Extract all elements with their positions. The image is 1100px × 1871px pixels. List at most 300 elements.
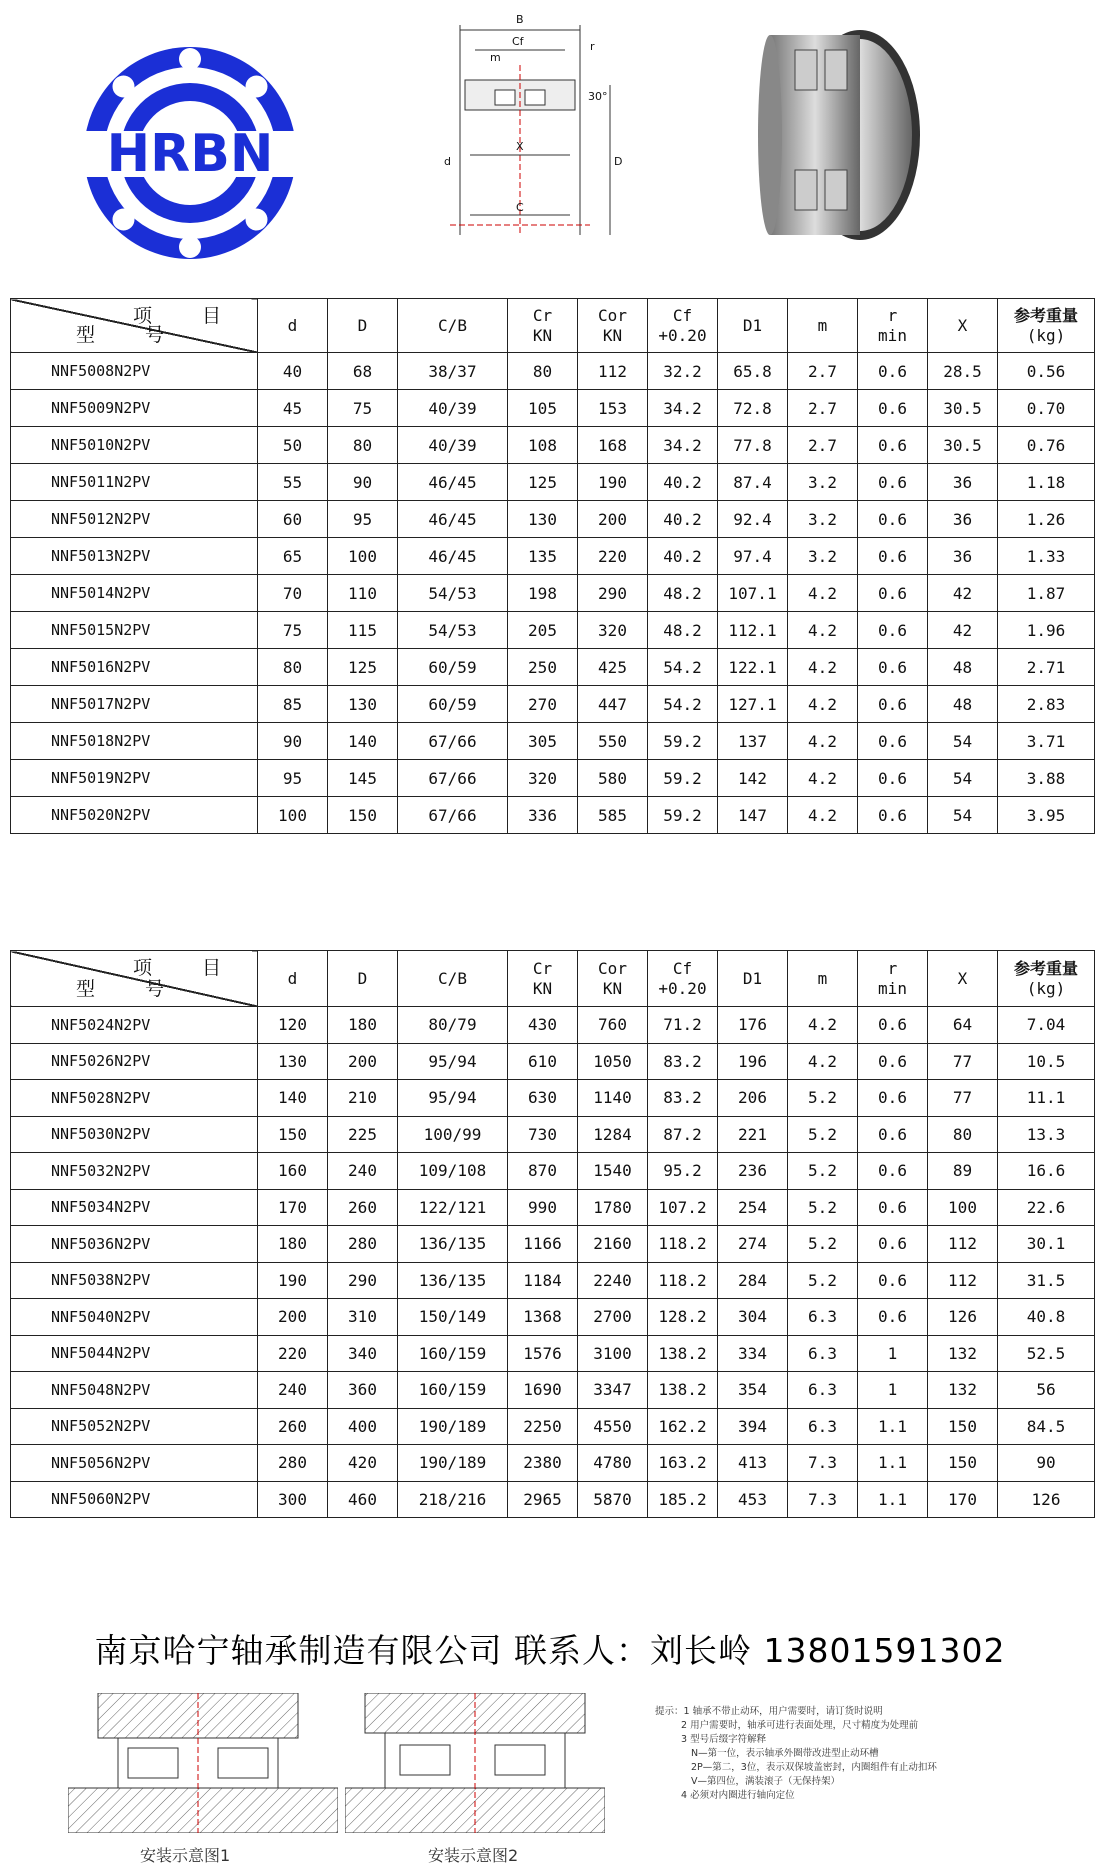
value-cell: 354 xyxy=(718,1372,788,1409)
value-cell: 5870 xyxy=(578,1481,648,1518)
value-cell: 83.2 xyxy=(648,1043,718,1080)
value-cell: 0.6 xyxy=(858,760,928,797)
col-x: X xyxy=(928,951,998,1007)
value-cell: 1.26 xyxy=(998,501,1095,538)
value-cell: 400 xyxy=(328,1408,398,1445)
value-cell: 140 xyxy=(258,1080,328,1117)
value-cell: 115 xyxy=(328,612,398,649)
value-cell: 4.2 xyxy=(788,575,858,612)
value-cell: 0.6 xyxy=(858,427,928,464)
value-cell: 83.2 xyxy=(648,1080,718,1117)
table-row xyxy=(11,1335,1095,1372)
value-cell: 36 xyxy=(928,464,998,501)
value-cell: 40 xyxy=(258,353,328,390)
table-row xyxy=(11,1262,1095,1299)
value-cell: 80 xyxy=(328,427,398,464)
value-cell: 130 xyxy=(328,686,398,723)
value-cell: 150 xyxy=(928,1408,998,1445)
value-cell: 95/94 xyxy=(398,1043,508,1080)
value-cell: 90 xyxy=(328,464,398,501)
value-cell: 90 xyxy=(258,723,328,760)
value-cell: 190/189 xyxy=(398,1445,508,1482)
value-cell: 990 xyxy=(508,1189,578,1226)
value-cell: 40/39 xyxy=(398,390,508,427)
value-cell: 32.2 xyxy=(648,353,718,390)
value-cell: 5.2 xyxy=(788,1262,858,1299)
table-row xyxy=(11,1043,1095,1080)
value-cell: 36 xyxy=(928,501,998,538)
value-cell: 65.8 xyxy=(718,353,788,390)
value-cell: 68 xyxy=(328,353,398,390)
value-cell: 162.2 xyxy=(648,1408,718,1445)
value-cell: 160/159 xyxy=(398,1372,508,1409)
value-cell: 112 xyxy=(578,353,648,390)
spec-table-1 xyxy=(10,298,1095,834)
value-cell: 72.8 xyxy=(718,390,788,427)
table-row xyxy=(11,686,1095,723)
model-cell: NNF5009N2PV xyxy=(11,390,258,427)
value-cell: 1.1 xyxy=(858,1408,928,1445)
model-cell: NNF5052N2PV xyxy=(11,1408,258,1445)
value-cell: 220 xyxy=(258,1335,328,1372)
note-line: V—第四位，满装滚子（无保持架） xyxy=(691,1776,840,1787)
table-row xyxy=(11,1481,1095,1518)
value-cell: 54 xyxy=(928,797,998,834)
svg-text:r: r xyxy=(590,40,595,53)
value-cell: 100 xyxy=(328,538,398,575)
value-cell: 225 xyxy=(328,1116,398,1153)
value-cell: 130 xyxy=(508,501,578,538)
value-cell: 54 xyxy=(928,760,998,797)
svg-text:X: X xyxy=(516,140,524,153)
value-cell: 90 xyxy=(998,1445,1095,1482)
value-cell: 89 xyxy=(928,1153,998,1190)
value-cell: 54.2 xyxy=(648,686,718,723)
value-cell: 4.2 xyxy=(788,1007,858,1044)
col-cor: Cor KN xyxy=(578,299,648,353)
value-cell: 132 xyxy=(928,1372,998,1409)
header-diagonal-cell: 项 目 型 号 xyxy=(11,299,258,353)
col-d1: D1 xyxy=(718,951,788,1007)
value-cell: 5.2 xyxy=(788,1189,858,1226)
value-cell: 2.7 xyxy=(788,427,858,464)
col-r: r min xyxy=(858,951,928,1007)
value-cell: 254 xyxy=(718,1189,788,1226)
value-cell: 1780 xyxy=(578,1189,648,1226)
value-cell: 48.2 xyxy=(648,575,718,612)
value-cell: 360 xyxy=(328,1372,398,1409)
col-cf: Cf +0.20 xyxy=(648,299,718,353)
value-cell: 5.2 xyxy=(788,1080,858,1117)
value-cell: 240 xyxy=(328,1153,398,1190)
value-cell: 5.2 xyxy=(788,1153,858,1190)
col-cf: Cf +0.20 xyxy=(648,951,718,1007)
value-cell: 109/108 xyxy=(398,1153,508,1190)
value-cell: 270 xyxy=(508,686,578,723)
value-cell: 430 xyxy=(508,1007,578,1044)
value-cell: 142 xyxy=(718,760,788,797)
value-cell: 45 xyxy=(258,390,328,427)
value-cell: 108 xyxy=(508,427,578,464)
value-cell: 310 xyxy=(328,1299,398,1336)
value-cell: 0.6 xyxy=(858,612,928,649)
value-cell: 128.2 xyxy=(648,1299,718,1336)
model-cell: NNF5026N2PV xyxy=(11,1043,258,1080)
col-D: D xyxy=(328,299,398,353)
value-cell: 2700 xyxy=(578,1299,648,1336)
value-cell: 67/66 xyxy=(398,797,508,834)
value-cell: 200 xyxy=(578,501,648,538)
value-cell: 97.4 xyxy=(718,538,788,575)
value-cell: 290 xyxy=(328,1262,398,1299)
table-row xyxy=(11,1445,1095,1482)
model-cell: NNF5019N2PV xyxy=(11,760,258,797)
value-cell: 75 xyxy=(258,612,328,649)
value-cell: 11.1 xyxy=(998,1080,1095,1117)
value-cell: 46/45 xyxy=(398,501,508,538)
col-d: d xyxy=(258,299,328,353)
value-cell: 67/66 xyxy=(398,723,508,760)
value-cell: 4550 xyxy=(578,1408,648,1445)
model-cell: NNF5010N2PV xyxy=(11,427,258,464)
svg-text:m: m xyxy=(490,51,501,64)
svg-text:D: D xyxy=(614,155,623,168)
value-cell: 4.2 xyxy=(788,760,858,797)
value-cell: 95/94 xyxy=(398,1080,508,1117)
value-cell: 40.2 xyxy=(648,501,718,538)
value-cell: 36 xyxy=(928,538,998,575)
value-cell: 3.2 xyxy=(788,501,858,538)
table-row xyxy=(11,427,1095,464)
model-cell: NNF5008N2PV xyxy=(11,353,258,390)
value-cell: 7.3 xyxy=(788,1481,858,1518)
value-cell: 125 xyxy=(328,649,398,686)
table-row xyxy=(11,575,1095,612)
value-cell: 40.8 xyxy=(998,1299,1095,1336)
value-cell: 48.2 xyxy=(648,612,718,649)
value-cell: 3.2 xyxy=(788,464,858,501)
table-row xyxy=(11,501,1095,538)
table-row xyxy=(11,1116,1095,1153)
value-cell: 1576 xyxy=(508,1335,578,1372)
value-cell: 6.3 xyxy=(788,1372,858,1409)
col-cr: Cr KN xyxy=(508,951,578,1007)
model-cell: NNF5028N2PV xyxy=(11,1080,258,1117)
value-cell: 3.2 xyxy=(788,538,858,575)
value-cell: 2.7 xyxy=(788,390,858,427)
value-cell: 75 xyxy=(328,390,398,427)
installation-caption-2: 安装示意图2 xyxy=(428,1846,519,1865)
value-cell: 1690 xyxy=(508,1372,578,1409)
model-cell: NNF5014N2PV xyxy=(11,575,258,612)
value-cell: 0.6 xyxy=(858,1299,928,1336)
value-cell: 136/135 xyxy=(398,1226,508,1263)
value-cell: 54/53 xyxy=(398,575,508,612)
value-cell: 30.5 xyxy=(928,427,998,464)
value-cell: 38/37 xyxy=(398,353,508,390)
value-cell: 420 xyxy=(328,1445,398,1482)
value-cell: 205 xyxy=(508,612,578,649)
notes-block xyxy=(655,1705,1095,1803)
value-cell: 1540 xyxy=(578,1153,648,1190)
value-cell: 59.2 xyxy=(648,760,718,797)
value-cell: 126 xyxy=(928,1299,998,1336)
installation-diagram-1 xyxy=(68,1693,338,1833)
value-cell: 40.2 xyxy=(648,464,718,501)
value-cell: 122.1 xyxy=(718,649,788,686)
value-cell: 60/59 xyxy=(398,649,508,686)
value-cell: 0.6 xyxy=(858,1153,928,1190)
value-cell: 64 xyxy=(928,1007,998,1044)
value-cell: 87.4 xyxy=(718,464,788,501)
value-cell: 340 xyxy=(328,1335,398,1372)
value-cell: 52.5 xyxy=(998,1335,1095,1372)
value-cell: 4.2 xyxy=(788,686,858,723)
bearing-section-drawing xyxy=(440,5,680,245)
value-cell: 200 xyxy=(258,1299,328,1336)
value-cell: 54 xyxy=(928,723,998,760)
value-cell: 240 xyxy=(258,1372,328,1409)
value-cell: 585 xyxy=(578,797,648,834)
value-cell: 138.2 xyxy=(648,1372,718,1409)
value-cell: 150 xyxy=(928,1445,998,1482)
value-cell: 0.6 xyxy=(858,723,928,760)
value-cell: 40/39 xyxy=(398,427,508,464)
value-cell: 170 xyxy=(258,1189,328,1226)
value-cell: 425 xyxy=(578,649,648,686)
model-cell: NNF5012N2PV xyxy=(11,501,258,538)
col-weight: 参考重量 (kg) xyxy=(998,299,1095,353)
value-cell: 198 xyxy=(508,575,578,612)
table-row xyxy=(11,797,1095,834)
value-cell: 0.6 xyxy=(858,1043,928,1080)
model-cell: NNF5044N2PV xyxy=(11,1335,258,1372)
value-cell: 4780 xyxy=(578,1445,648,1482)
value-cell: 190/189 xyxy=(398,1408,508,1445)
value-cell: 56 xyxy=(998,1372,1095,1409)
model-cell: NNF5016N2PV xyxy=(11,649,258,686)
value-cell: 0.6 xyxy=(858,538,928,575)
value-cell: 580 xyxy=(578,760,648,797)
value-cell: 0.56 xyxy=(998,353,1095,390)
value-cell: 54/53 xyxy=(398,612,508,649)
value-cell: 31.5 xyxy=(998,1262,1095,1299)
value-cell: 1 xyxy=(858,1372,928,1409)
value-cell: 280 xyxy=(258,1445,328,1482)
value-cell: 190 xyxy=(258,1262,328,1299)
svg-text:d: d xyxy=(444,155,451,168)
value-cell: 2.7 xyxy=(788,353,858,390)
value-cell: 2.71 xyxy=(998,649,1095,686)
col-cr: Cr KN xyxy=(508,299,578,353)
value-cell: 1.1 xyxy=(858,1481,928,1518)
value-cell: 80 xyxy=(928,1116,998,1153)
installation-caption-1: 安装示意图1 xyxy=(140,1846,231,1865)
table-row xyxy=(11,612,1095,649)
model-cell: NNF5011N2PV xyxy=(11,464,258,501)
table-row xyxy=(11,1226,1095,1263)
value-cell: 107.2 xyxy=(648,1189,718,1226)
note-line: 4 必须对内圈进行轴向定位 xyxy=(681,1790,795,1801)
value-cell: 236 xyxy=(718,1153,788,1190)
table-row xyxy=(11,1189,1095,1226)
value-cell: 46/45 xyxy=(398,464,508,501)
hrbn-logo xyxy=(75,38,305,268)
value-cell: 77 xyxy=(928,1080,998,1117)
value-cell: 453 xyxy=(718,1481,788,1518)
value-cell: 220 xyxy=(578,538,648,575)
value-cell: 0.6 xyxy=(858,1007,928,1044)
value-cell: 118.2 xyxy=(648,1226,718,1263)
value-cell: 4.2 xyxy=(788,723,858,760)
value-cell: 2160 xyxy=(578,1226,648,1263)
value-cell: 190 xyxy=(578,464,648,501)
value-cell: 137 xyxy=(718,723,788,760)
value-cell: 760 xyxy=(578,1007,648,1044)
value-cell: 1 xyxy=(858,1335,928,1372)
col-cb: C/B xyxy=(398,951,508,1007)
svg-text:B: B xyxy=(516,13,524,26)
value-cell: 120 xyxy=(258,1007,328,1044)
value-cell: 126 xyxy=(998,1481,1095,1518)
value-cell: 0.76 xyxy=(998,427,1095,464)
value-cell: 95 xyxy=(258,760,328,797)
value-cell: 210 xyxy=(328,1080,398,1117)
value-cell: 176 xyxy=(718,1007,788,1044)
value-cell: 122/121 xyxy=(398,1189,508,1226)
table-row xyxy=(11,464,1095,501)
value-cell: 50 xyxy=(258,427,328,464)
table-row xyxy=(11,760,1095,797)
value-cell: 153 xyxy=(578,390,648,427)
model-cell: NNF5038N2PV xyxy=(11,1262,258,1299)
value-cell: 5.2 xyxy=(788,1116,858,1153)
value-cell: 136/135 xyxy=(398,1262,508,1299)
model-cell: NNF5024N2PV xyxy=(11,1007,258,1044)
value-cell: 160 xyxy=(258,1153,328,1190)
value-cell: 221 xyxy=(718,1116,788,1153)
value-cell: 3.71 xyxy=(998,723,1095,760)
value-cell: 125 xyxy=(508,464,578,501)
value-cell: 1.18 xyxy=(998,464,1095,501)
value-cell: 112 xyxy=(928,1262,998,1299)
value-cell: 413 xyxy=(718,1445,788,1482)
value-cell: 95.2 xyxy=(648,1153,718,1190)
value-cell: 48 xyxy=(928,686,998,723)
value-cell: 145 xyxy=(328,760,398,797)
value-cell: 150 xyxy=(258,1116,328,1153)
value-cell: 305 xyxy=(508,723,578,760)
value-cell: 60/59 xyxy=(398,686,508,723)
value-cell: 460 xyxy=(328,1481,398,1518)
value-cell: 42 xyxy=(928,612,998,649)
model-cell: NNF5013N2PV xyxy=(11,538,258,575)
value-cell: 6.3 xyxy=(788,1408,858,1445)
value-cell: 3100 xyxy=(578,1335,648,1372)
spec-table-1-body xyxy=(11,353,1095,834)
value-cell: 100/99 xyxy=(398,1116,508,1153)
value-cell: 112 xyxy=(928,1226,998,1263)
value-cell: 147 xyxy=(718,797,788,834)
value-cell: 260 xyxy=(328,1189,398,1226)
installation-diagram-2 xyxy=(345,1693,605,1833)
value-cell: 60 xyxy=(258,501,328,538)
table-row xyxy=(11,1408,1095,1445)
note-line: 2P—第二，3位，表示双保坡盖密封，内圈组件有止动扣环 xyxy=(691,1762,937,1773)
logo-wordmark: HRBN xyxy=(106,124,274,184)
value-cell: 13.3 xyxy=(998,1116,1095,1153)
value-cell: 1184 xyxy=(508,1262,578,1299)
value-cell: 1050 xyxy=(578,1043,648,1080)
value-cell: 610 xyxy=(508,1043,578,1080)
value-cell: 550 xyxy=(578,723,648,760)
value-cell: 250 xyxy=(508,649,578,686)
value-cell: 84.5 xyxy=(998,1408,1095,1445)
value-cell: 46/45 xyxy=(398,538,508,575)
value-cell: 130 xyxy=(258,1043,328,1080)
value-cell: 80/79 xyxy=(398,1007,508,1044)
value-cell: 0.6 xyxy=(858,353,928,390)
value-cell: 71.2 xyxy=(648,1007,718,1044)
value-cell: 7.3 xyxy=(788,1445,858,1482)
value-cell: 7.04 xyxy=(998,1007,1095,1044)
model-cell: NNF5056N2PV xyxy=(11,1445,258,1482)
value-cell: 0.6 xyxy=(858,501,928,538)
model-cell: NNF5020N2PV xyxy=(11,797,258,834)
table-row xyxy=(11,390,1095,427)
value-cell: 30.1 xyxy=(998,1226,1095,1263)
value-cell: 180 xyxy=(258,1226,328,1263)
model-cell: NNF5060N2PV xyxy=(11,1481,258,1518)
model-cell: NNF5015N2PV xyxy=(11,612,258,649)
value-cell: 4.2 xyxy=(788,797,858,834)
value-cell: 0.6 xyxy=(858,464,928,501)
col-d: d xyxy=(258,951,328,1007)
value-cell: 107.1 xyxy=(718,575,788,612)
value-cell: 34.2 xyxy=(648,390,718,427)
value-cell: 170 xyxy=(928,1481,998,1518)
note-line: 3 型号后缀字符解释 xyxy=(681,1734,767,1745)
value-cell: 150/149 xyxy=(398,1299,508,1336)
value-cell: 1.87 xyxy=(998,575,1095,612)
value-cell: 4.2 xyxy=(788,649,858,686)
value-cell: 0.6 xyxy=(858,1116,928,1153)
value-cell: 185.2 xyxy=(648,1481,718,1518)
model-cell: NNF5018N2PV xyxy=(11,723,258,760)
value-cell: 80 xyxy=(508,353,578,390)
value-cell: 34.2 xyxy=(648,427,718,464)
value-cell: 48 xyxy=(928,649,998,686)
value-cell: 2380 xyxy=(508,1445,578,1482)
value-cell: 105 xyxy=(508,390,578,427)
table-row xyxy=(11,1299,1095,1336)
value-cell: 127.1 xyxy=(718,686,788,723)
value-cell: 218/216 xyxy=(398,1481,508,1518)
value-cell: 95 xyxy=(328,501,398,538)
value-cell: 65 xyxy=(258,538,328,575)
value-cell: 304 xyxy=(718,1299,788,1336)
note-line: 提示：1 轴承不带止动环，用户需要时，请订货时说明 xyxy=(655,1706,883,1717)
value-cell: 2240 xyxy=(578,1262,648,1299)
value-cell: 3.95 xyxy=(998,797,1095,834)
value-cell: 280 xyxy=(328,1226,398,1263)
svg-text:30°: 30° xyxy=(588,90,608,103)
value-cell: 1.33 xyxy=(998,538,1095,575)
col-cor: Cor KN xyxy=(578,951,648,1007)
value-cell: 2.83 xyxy=(998,686,1095,723)
value-cell: 22.6 xyxy=(998,1189,1095,1226)
table-row xyxy=(11,353,1095,390)
